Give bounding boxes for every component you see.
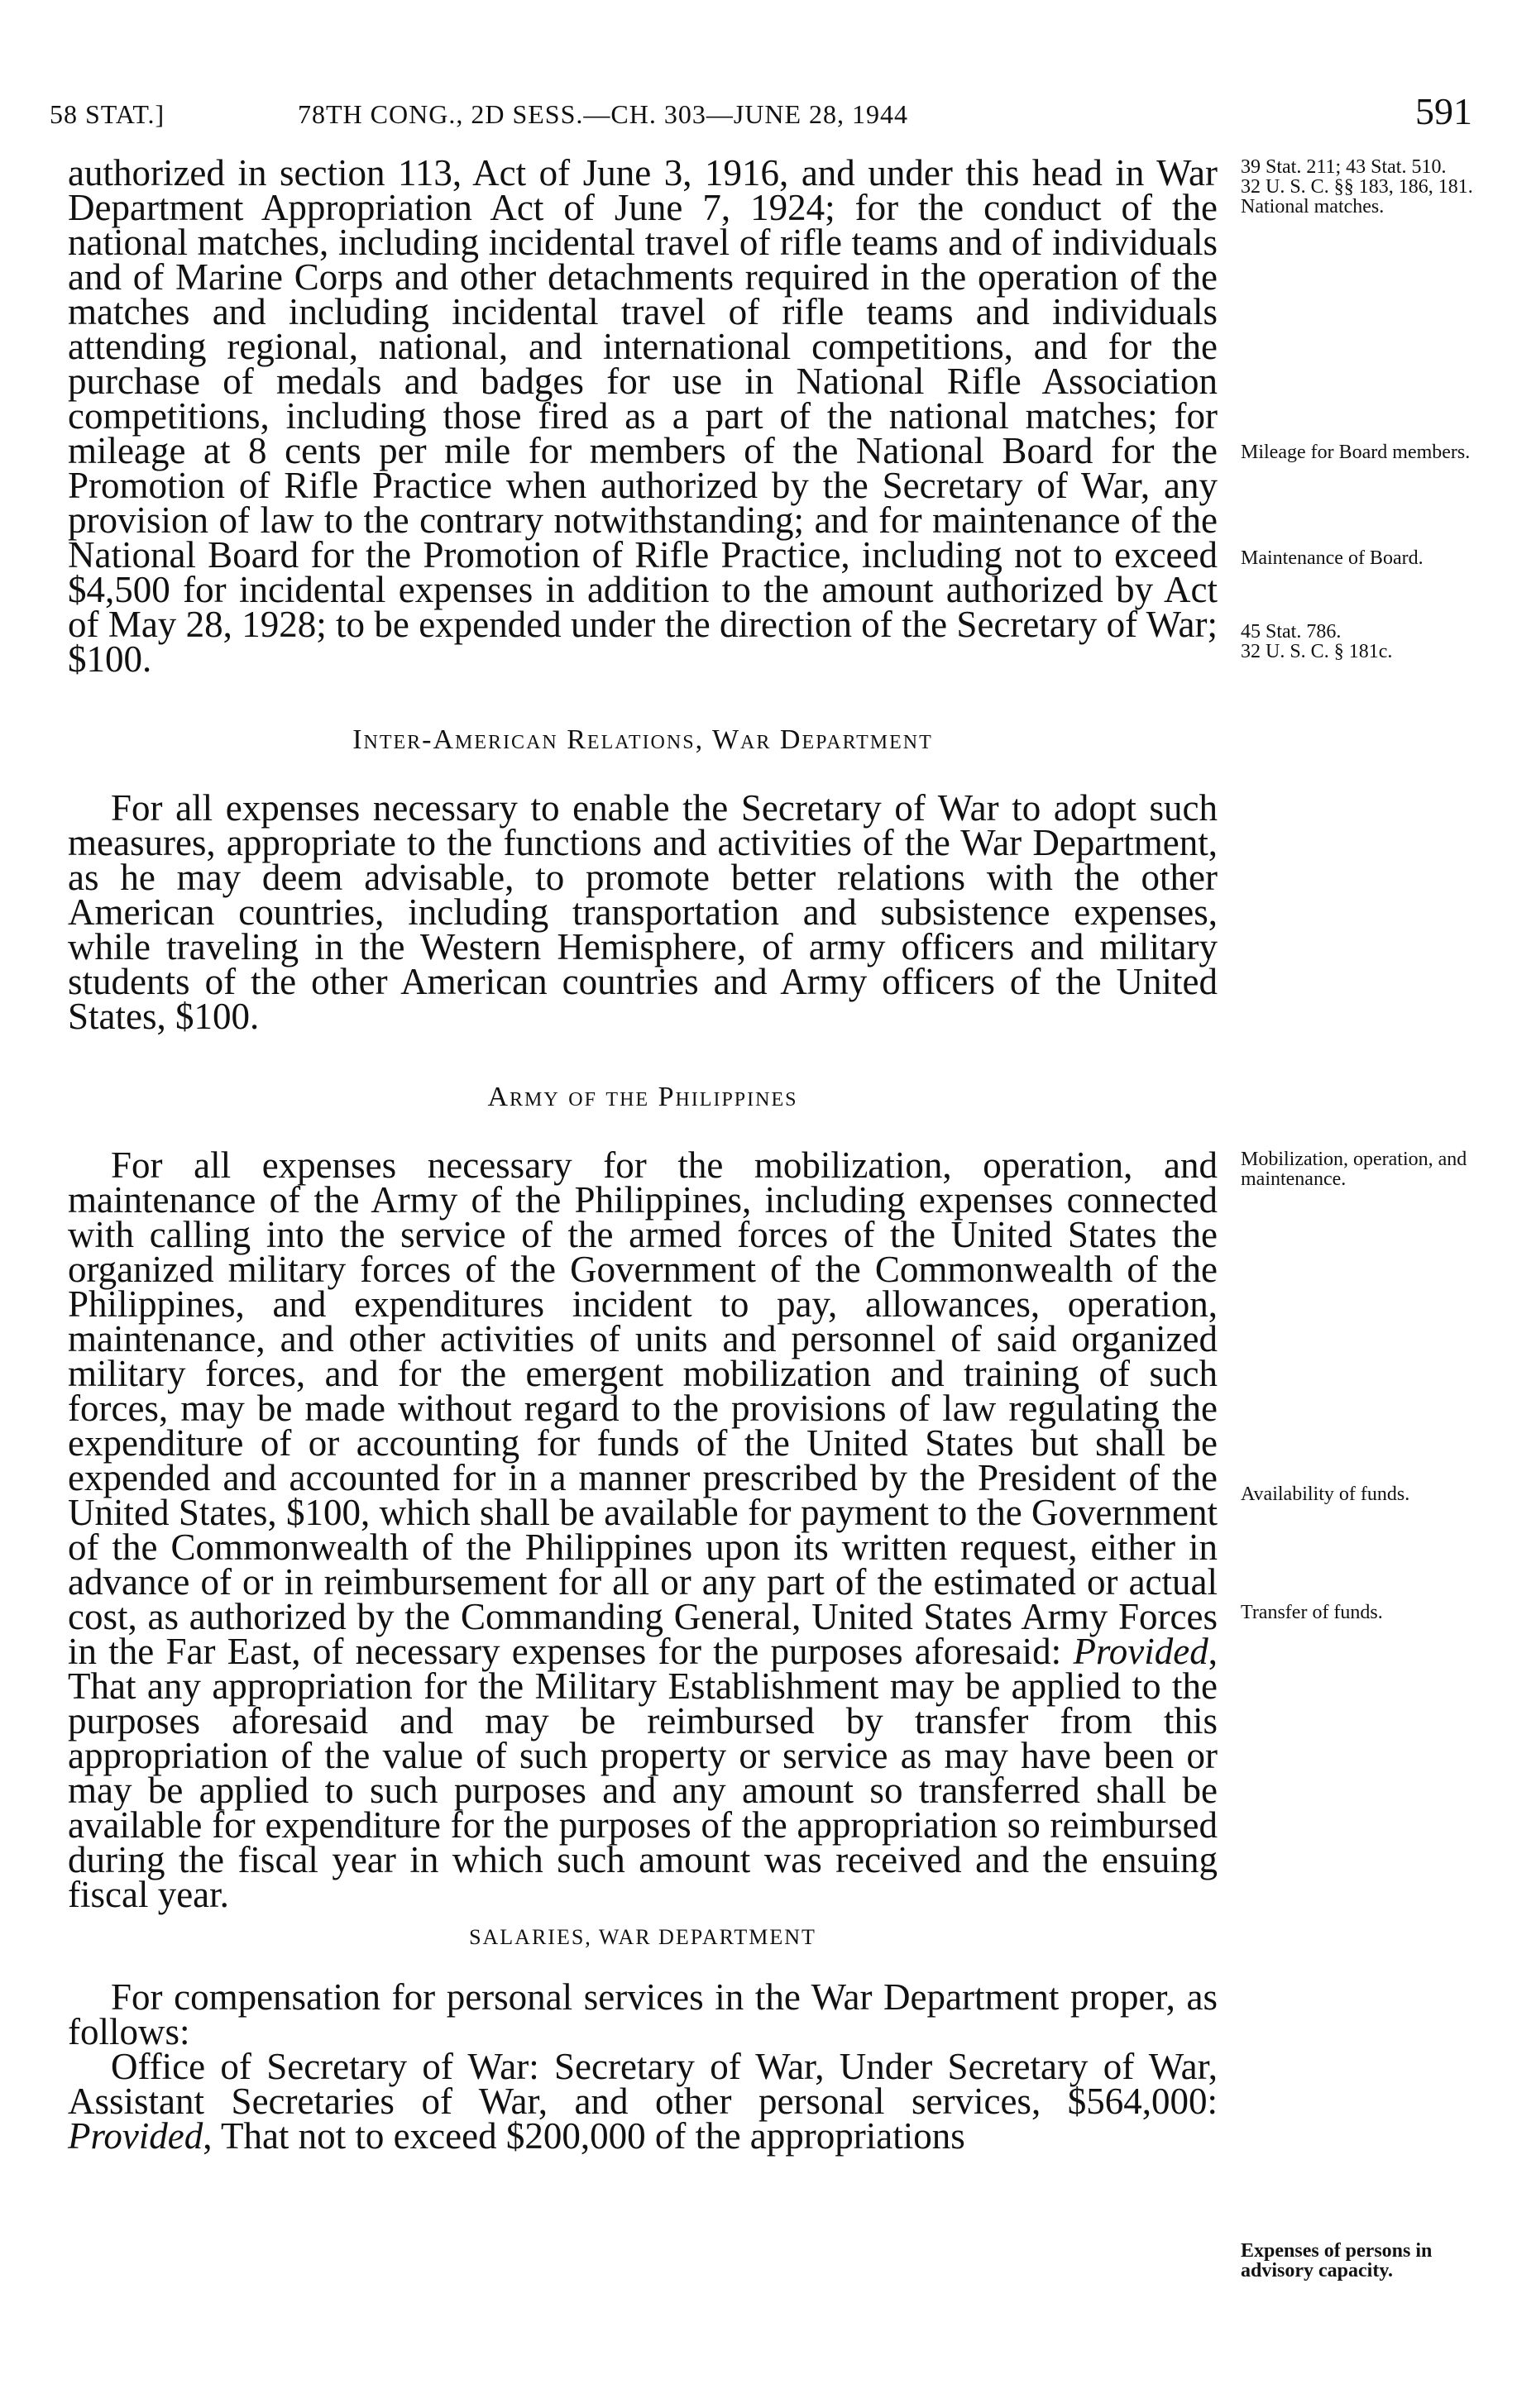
proviso-word: Provided (1073, 1631, 1208, 1672)
volume-reference: 58 STAT.] (50, 99, 165, 129)
paragraph-office-secretary (68, 2046, 1218, 2157)
citation-stat: 45 Stat. 786. (1241, 621, 1342, 643)
paragraph-inter-american: For all expenses necessary to enable the Secretary of War to adopt such measures, appropriate to the functions and activities of the War Department, as he may deem advisable, to promote better relations with the other American countries, including transportation and subsistence expenses, while traveling in the Western Hemisphere, of army officers and military students of the other American countries and Army officers of the United States, $100. (68, 787, 1218, 1037)
margin-note-mobilization: Mobilization, operation, and maintenance. (1241, 1149, 1467, 1190)
citation-stat: 39 Stat. 211; 43 Stat. 510. (1241, 156, 1447, 178)
note-national-matches: National matches. (1241, 196, 1385, 217)
paragraph-army-philippines (68, 1144, 1218, 1915)
running-head (50, 89, 1472, 139)
margin-note-mileage: Mileage for Board members. (1241, 442, 1471, 463)
citation-usc: 32 U. S. C. §§ 183, 186, 181. (1241, 176, 1473, 198)
paragraph-text: For all expenses necessary for the mobilization, operation, and maintenance of the Army of the Philippines, including expenses connected with calling into the service of the armed forces of the United States the organized military forces of the Government of the Commonwealth of the Philippines, and expenditures incident to pay, allowances, operation, maintenance, and other activities of units and personnel of said organized military forces, and for the emergent mobilization and training of such forces, may be made without regard to the provisions of law regulating the expenditure of or accounting for funds of the United States but shall be expended and accounted for in a manner prescribed by the President of the United States, $100, which shall be available for payment to the Government of the Commonwealth of the Philippines upon its written request, either in advance of or in reimbursement for all or any part of the estimated or actual cost, as authorized by the Commanding General, United States Army Forces in the Far East, of necessary expenses for the purposes aforesaid: (68, 1144, 1218, 1672)
main-text-column (68, 152, 1218, 2157)
paragraph-text: , That not to exceed $200,000 of the appropriations (203, 2115, 965, 2157)
paragraph-rifle-practice: authorized in section 113, Act of June 3, 1916, and under this head in War Department Appropriation Act of June 7, 1924; for the conduct of the national matches, including incidental travel of rifle teams and of individuals and of Marine Corps and other detachments required in the operation of the matches and including incidental travel of rifle teams and individuals attending regional, national, and international competitions, and for the purchase of medals and badges for use in National Rifle Association competitions, including those fired as a part of the national matches; for mileage at 8 cents per mile for members of the National Board for the Promotion of Rifle Practice when authorized by the Secretary of War, any provision of law to the contrary notwithstanding; and for maintenance of the National Board for the Promotion of Rifle Practice, including not to exceed $4,500 for incidental expenses in addition to the amount authorized by Act of May 28, 1928; to be expended under the direction of the Secretary of War; $100. (68, 152, 1218, 680)
margin-note-citations (1241, 157, 1489, 217)
heading-salaries: SALARIES, WAR DEPARTMENT (469, 1925, 816, 1949)
heading-inter-american-relations: Inter-American Relations, War Department (352, 724, 933, 755)
margin-note-maintenance: Maintenance of Board. (1241, 547, 1424, 569)
page-number: 591 (1415, 90, 1472, 132)
margin-note-citations-2 (1241, 622, 1489, 662)
paragraph-compensation: For compensation for personal services in the War Department proper, as follows: (68, 1976, 1218, 2052)
paragraph-text: Office of Secretary of War: Secretary of War, Under Secretary of War, Assistant Secretaries of War, and other personal services, $564,000: (68, 2046, 1218, 2122)
citation-usc: 32 U. S. C. § 181c. (1241, 641, 1393, 662)
session-chapter-date: 78TH CONG., 2D SESS.—CH. 303—JUNE 28, 1944 (298, 99, 909, 129)
margin-note-availability: Availability of funds. (1241, 1484, 1410, 1505)
proviso-word: Provided (68, 2115, 203, 2157)
heading-army-philippines: Army of the Philippines (487, 1082, 798, 1112)
margin-note-transfer: Transfer of funds. (1241, 1602, 1383, 1623)
margin-note-advisory-expenses: Expenses of persons in advisory capacity. (1241, 2240, 1433, 2281)
paragraph-text: , That any appropriation for the Military Establishment may be applied to the purposes aforesaid and may be reimbursed by transfer from this appropriation of the value of such property or service as may have been or may be applied to such purposes and any amount so transferred shall be available for expenditure for the purposes of the appropriation so reimbursed during the fiscal year in which such amount was received and the ensuing fiscal year. (68, 1631, 1218, 1915)
